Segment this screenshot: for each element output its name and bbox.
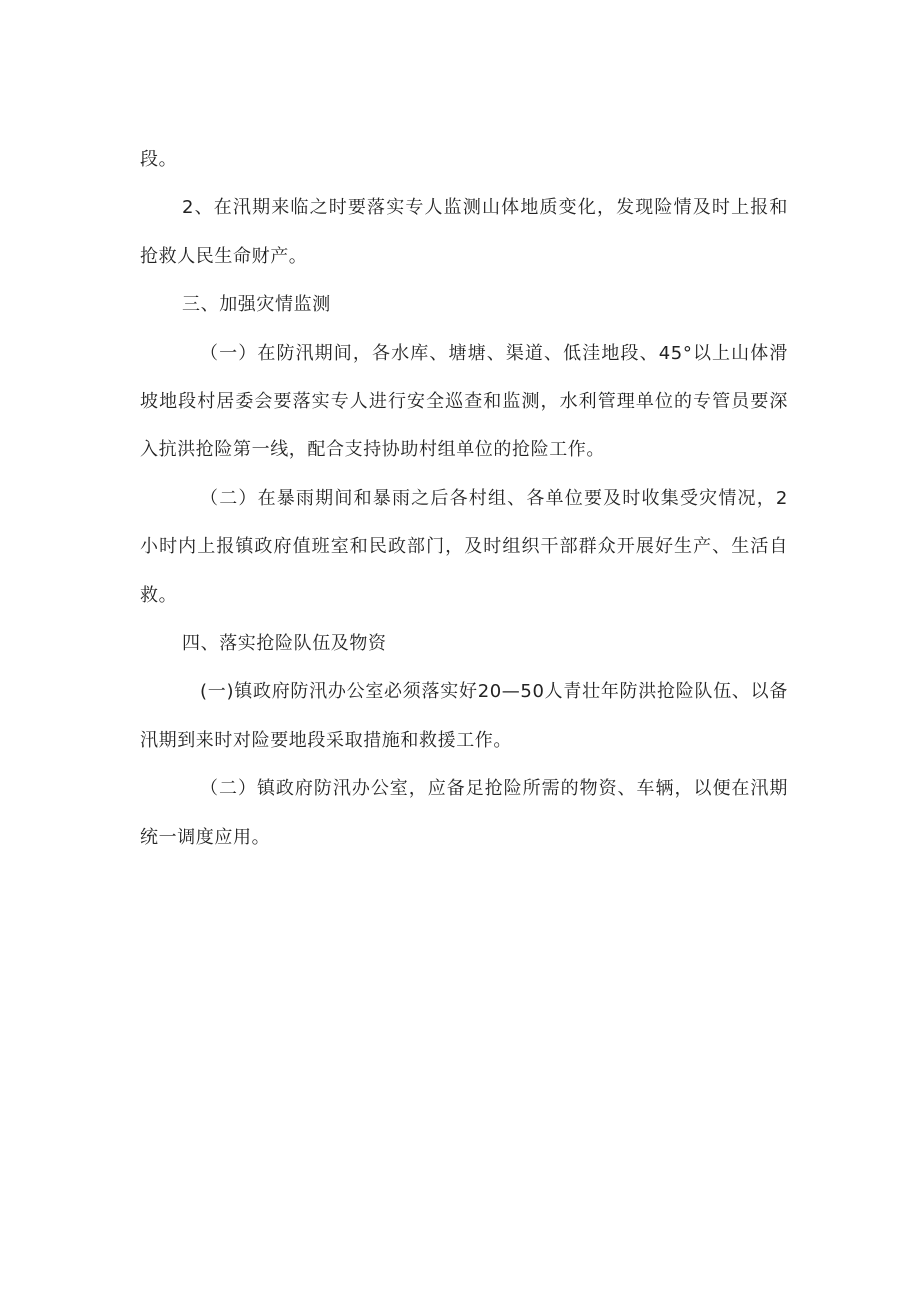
paragraph-item-2: 2、在汛期来临之时要落实专人监测山体地质变化，发现险情及时上报和抢救人民生命财产。 — [140, 197, 788, 267]
paragraph-continuation: 段。 — [140, 149, 178, 170]
paragraph-subitem-4-2: （二）镇政府防汛办公室，应备足抢险所需的物资、车辆，以便在汛期统一调度应用。 — [140, 778, 788, 848]
paragraph-subitem-1: （一）在防汛期间，各水库、塘塘、渠道、低洼地段、45°以上山体滑坡地段村居委会要落实专人进行安全巡查和监测，水利管理单位的专管员要深入抗洪抢险第一线，配合支持协助村组单位的抢险工作。 — [140, 342, 788, 461]
section-heading-4: 四、落实抢险队伍及物资 — [182, 633, 387, 655]
section-heading-3: 三、加强灾情监测 — [182, 294, 331, 316]
document-body — [140, 136, 788, 862]
paragraph-subitem-4-1: (一)镇政府防汛办公室必须落实好20—50人青壮年防洪抢险队伍、以备汛期到来时对险要地段采取措施和救援工作。 — [140, 681, 788, 751]
paragraph-subitem-2: （二）在暴雨期间和暴雨之后各村组、各单位要及时收集受灾情况，2小时内上报镇政府值班室和民政部门，及时组织干部群众开展好生产、生活自救。 — [140, 487, 788, 606]
